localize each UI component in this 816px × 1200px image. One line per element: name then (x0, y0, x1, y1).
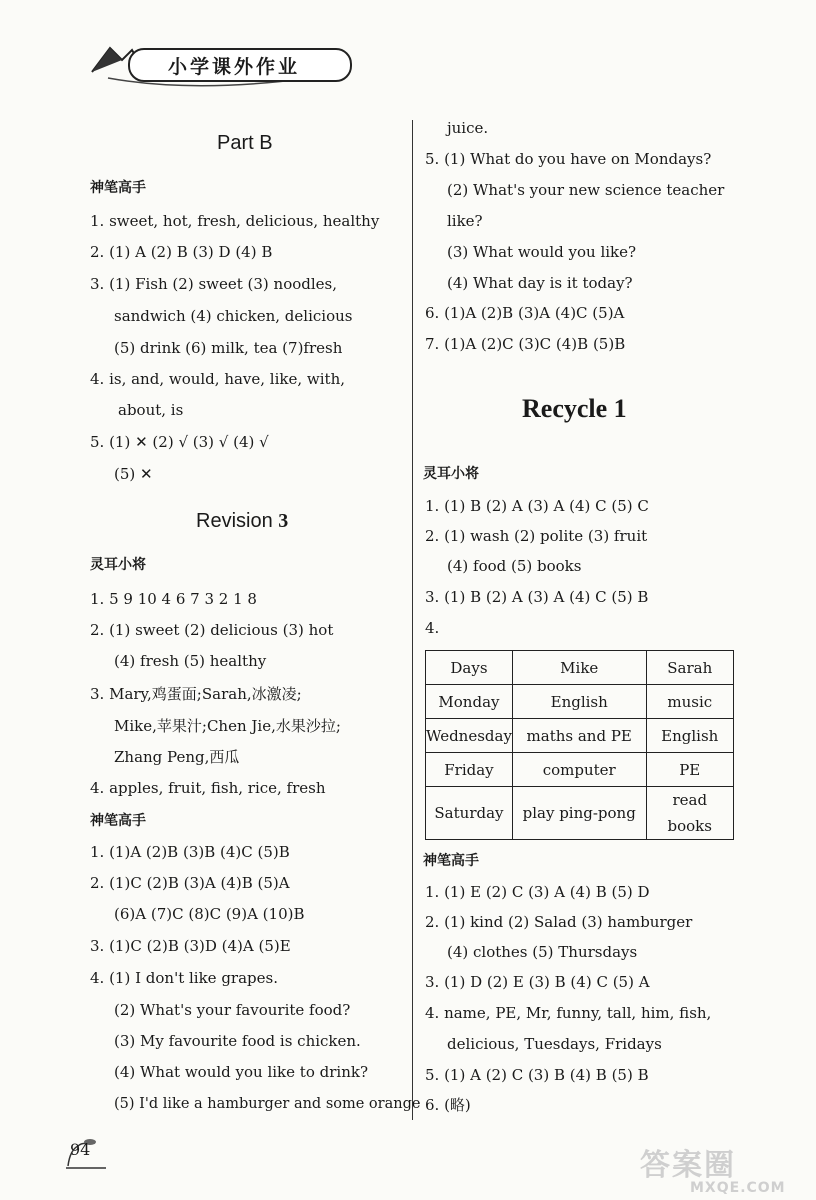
recycle-line: 3. (1) D (2) E (3) B (4) C (5) A (425, 973, 650, 991)
revision-sub-writing: 神笔高手 (90, 813, 146, 829)
right-top-line: 5. (1) What do you have on Mondays? (425, 150, 712, 168)
recycle-line: 5. (1) A (2) C (3) B (4) B (5) B (425, 1066, 649, 1084)
part-b-line: 5. (1) ✕ (2) √ (3) √ (4) √ (90, 433, 269, 451)
table-row (426, 719, 734, 753)
revision-line: 2. (1) sweet (2) delicious (3) hot (90, 621, 334, 639)
part-b-line: 3. (1) Fish (2) sweet (3) noodles, (90, 275, 338, 293)
recycle-line: (4) food (5) books (447, 557, 582, 575)
revision-line: 4. (1) I don't like grapes. (90, 969, 278, 987)
part-b-line: 2. (1) A (2) B (3) D (4) B (90, 243, 273, 261)
revision-line: (2) What's your favourite food? (114, 1001, 351, 1019)
revision-heading-number: 3 (278, 510, 289, 532)
recycle-heading: Recycle 1 (522, 394, 627, 423)
revision-line: 2. (1)C (2)B (3)A (4)B (5)A (90, 874, 290, 892)
part-b-line: sandwich (4) chicken, delicious (114, 307, 353, 325)
table-row (426, 753, 734, 787)
revision-line: (5) I'd like a hamburger and some orange (114, 1096, 421, 1112)
right-top-line: like? (447, 212, 483, 230)
part-b-subheading: 神笔高手 (90, 180, 146, 196)
table-cell: Friday (426, 753, 513, 787)
revision-line: 4. apples, fruit, fish, rice, fresh (90, 779, 326, 797)
recycle-line: 2. (1) kind (2) Salad (3) hamburger (425, 913, 693, 931)
table-header-cell: Sarah (646, 651, 734, 685)
revision-heading-word: Revision (196, 510, 273, 532)
revision-line: (3) My favourite food is chicken. (114, 1032, 361, 1050)
table-header-cell: Mike (512, 651, 646, 685)
table-cell: PE (646, 753, 734, 787)
part-b-line: about, is (118, 401, 184, 419)
part-b-line: 4. is, and, would, have, like, with, (90, 370, 345, 388)
recycle-line: 4. (425, 619, 440, 637)
table-cell: English (512, 685, 646, 719)
recycle-line: 6. (略) (425, 1096, 471, 1114)
right-top-line: 7. (1)A (2)C (3)C (4)B (5)B (425, 335, 626, 353)
table-cell: Monday (426, 685, 513, 719)
revision-line: 3. Mary,鸡蛋面;Sarah,冰激凌; (90, 685, 302, 703)
table-cell: English (646, 719, 734, 753)
revision-line: 1. (1)A (2)B (3)B (4)C (5)B (90, 843, 290, 861)
recycle-line: 1. (1) B (2) A (3) A (4) C (5) C (425, 497, 649, 515)
page-number-badge (60, 1132, 110, 1172)
revision-3-heading (196, 509, 288, 533)
table-cell: music (646, 685, 734, 719)
right-top-line: (4) What day is it today? (447, 274, 633, 292)
header-title: 小学课外作业 (168, 56, 301, 78)
table-row (426, 685, 734, 719)
table-header-row (426, 651, 734, 685)
table-row (426, 787, 734, 840)
recycle-line: 1. (1) E (2) C (3) A (4) B (5) D (425, 883, 650, 901)
revision-line: Mike,苹果汁;Chen Jie,水果沙拉; (114, 717, 341, 735)
table-cell: maths and PE (512, 719, 646, 753)
part-b-line: 1. sweet, hot, fresh, delicious, healthy (90, 212, 380, 230)
right-top-line: juice. (447, 119, 489, 137)
right-top-line: (2) What's your new science teacher (447, 181, 725, 199)
page-number: 94 (70, 1140, 91, 1159)
revision-line: Zhang Peng,西瓜 (114, 748, 240, 766)
recycle-line: 4. name, PE, Mr, funny, tall, him, fish, (425, 1004, 712, 1022)
recycle-line: 3. (1) B (2) A (3) A (4) C (5) B (425, 588, 649, 606)
recycle-line: (4) clothes (5) Thursdays (447, 943, 638, 961)
table-cell: play ping-pong (512, 787, 646, 840)
page-header (88, 38, 358, 90)
revision-sub-listening: 灵耳小将 (90, 557, 146, 573)
recycle-line: 2. (1) wash (2) polite (3) fruit (425, 527, 648, 545)
table-cell: read books (646, 787, 734, 840)
part-b-line: (5) ✕ (114, 465, 153, 483)
watermark-logo: 答案圈 (640, 1148, 736, 1183)
table-cell: computer (512, 753, 646, 787)
part-b-heading: Part B (217, 132, 273, 154)
recycle-sub-listening: 灵耳小将 (423, 466, 479, 482)
table-header-cell: Days (426, 651, 513, 685)
revision-line: (4) fresh (5) healthy (114, 652, 267, 670)
revision-line: (6)A (7)C (8)C (9)A (10)B (114, 905, 305, 923)
column-divider (412, 120, 413, 1120)
right-top-line: (3) What would you like? (447, 243, 637, 261)
watermark-url: MXQE.COM (690, 1180, 786, 1196)
table-cell: Saturday (426, 787, 513, 840)
revision-line: (4) What would you like to drink? (114, 1063, 368, 1081)
right-top-line: 6. (1)A (2)B (3)A (4)C (5)A (425, 304, 625, 322)
recycle-sub-writing: 神笔高手 (423, 853, 479, 869)
part-b-line: (5) drink (6) milk, tea (7)fresh (114, 339, 343, 357)
revision-line: 3. (1)C (2)B (3)D (4)A (5)E (90, 937, 291, 955)
schedule-table (425, 650, 734, 840)
revision-line: 1. 5 9 10 4 6 7 3 2 1 8 (90, 590, 257, 608)
table-cell: Wednesday (426, 719, 513, 753)
recycle-line: delicious, Tuesdays, Fridays (447, 1035, 662, 1053)
